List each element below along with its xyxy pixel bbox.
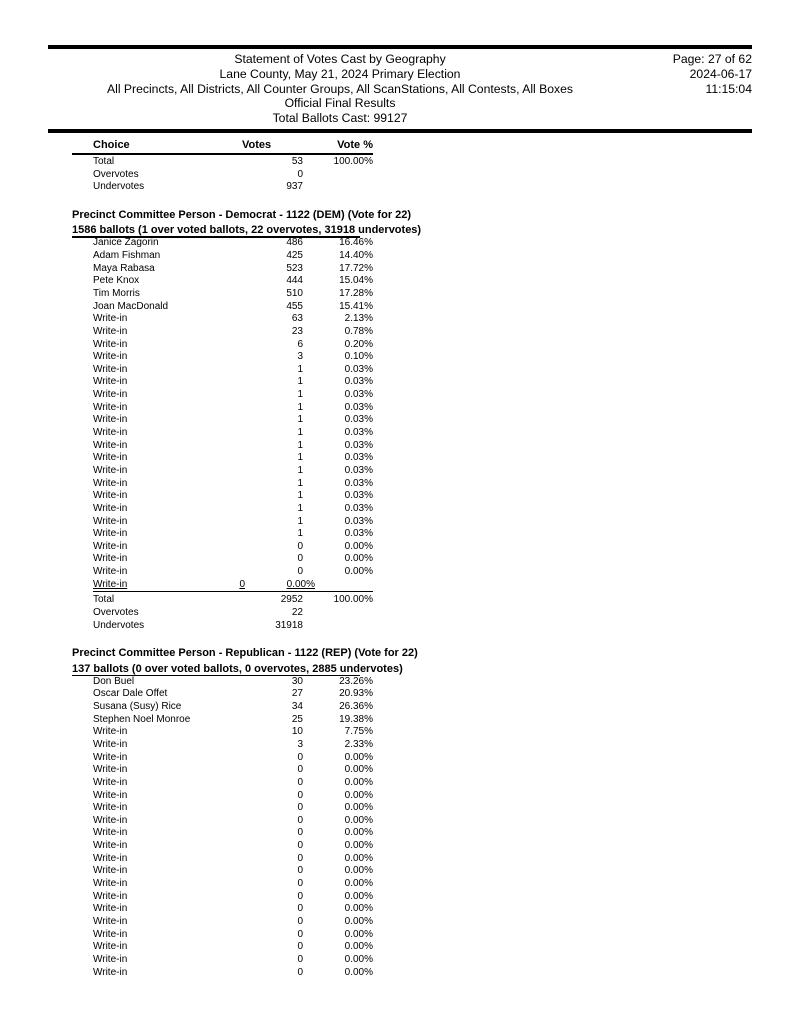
choice-row	[72, 516, 452, 529]
previous-contest-summary	[72, 156, 452, 194]
choice-name: Write-in	[93, 540, 128, 552]
choice-row	[72, 954, 452, 967]
choice-name: Write-in	[93, 376, 128, 388]
vote-percent: 100.00%	[333, 156, 373, 167]
choice-name: Write-in	[93, 464, 128, 476]
choice-name: Don Buel	[93, 675, 135, 687]
choice-name: Overvotes	[93, 607, 139, 618]
vote-count: 0	[297, 827, 303, 839]
choice-name: Oscar Dale Offet	[93, 688, 168, 700]
vote-percent: 16.46%	[339, 237, 373, 249]
choice-name: Write-in	[93, 890, 128, 902]
choice-name: Write-in	[93, 789, 128, 801]
choice-name: Tim Morris	[93, 287, 140, 299]
choice-name: Maya Rabasa	[93, 262, 155, 274]
choice-row	[72, 528, 452, 541]
choice-row	[72, 402, 452, 415]
choice-row	[72, 701, 452, 714]
vote-percent: 0.03%	[344, 502, 373, 514]
choice-name: Write-in	[93, 764, 128, 776]
vote-percent: 0.00%	[344, 865, 373, 877]
choice-name: Write-in	[93, 490, 128, 502]
choice-name: Write-in	[93, 502, 128, 514]
choice-row	[72, 490, 452, 503]
vote-count: 0	[297, 966, 303, 978]
vote-percent: 0.00%	[344, 540, 373, 552]
vote-percent: 0.03%	[344, 477, 373, 489]
vote-count: 523	[286, 262, 303, 274]
report-date: 2024-06-17	[689, 66, 752, 81]
choice-row	[72, 802, 452, 815]
vote-count: 1	[297, 376, 303, 388]
vote-percent: 19.38%	[339, 713, 373, 725]
column-headers	[72, 139, 373, 155]
vote-percent: 0.00%	[344, 890, 373, 902]
vote-percent: 0.00%	[286, 578, 315, 590]
choice-row	[72, 440, 452, 453]
vote-percent: 0.00%	[344, 966, 373, 978]
vote-count: 3	[297, 351, 303, 363]
choice-row	[93, 579, 373, 593]
choice-name: Write-in	[93, 915, 128, 927]
choice-row	[72, 790, 452, 803]
contest-title: Precinct Committee Person - Republican - 1122 (REP) (Vote for 22)	[72, 647, 418, 660]
choice-name: Undervotes	[93, 619, 145, 631]
choice-name: Write-in	[93, 363, 128, 375]
choice-name: Write-in	[93, 878, 128, 890]
vote-percent: 0.03%	[344, 376, 373, 388]
summary-row	[72, 620, 452, 633]
choice-row	[72, 478, 452, 491]
vote-count: 27	[291, 688, 303, 700]
choice-name: Write-in	[93, 827, 128, 839]
choice-name: Write-in	[93, 427, 128, 439]
contest-section	[72, 208, 452, 632]
choice-row	[72, 326, 452, 339]
vote-percent: 0.03%	[344, 515, 373, 527]
vote-percent: 0.00%	[344, 789, 373, 801]
choice-name: Write-in	[93, 928, 128, 940]
vote-count: 0	[297, 852, 303, 864]
vote-count: 0	[297, 953, 303, 965]
vote-count: 425	[286, 250, 303, 262]
vote-percent: 0.03%	[344, 427, 373, 439]
col-choice: Choice	[93, 139, 130, 151]
page-number: Page: 27 of 62	[672, 52, 752, 66]
choice-row	[72, 237, 452, 250]
choice-name: Write-in	[93, 313, 128, 325]
vote-count: 1	[297, 427, 303, 439]
choice-name: Write-in	[93, 325, 128, 337]
vote-percent: 15.41%	[339, 300, 373, 312]
vote-percent: 23.26%	[339, 675, 373, 687]
vote-count: 1	[297, 452, 303, 464]
vote-percent: 0.03%	[344, 414, 373, 426]
vote-percent: 0.03%	[344, 401, 373, 413]
choice-row	[72, 250, 452, 263]
vote-percent: 7.75%	[344, 726, 373, 738]
choice-name: Write-in	[93, 814, 128, 826]
vote-percent: 0.03%	[344, 389, 373, 401]
vote-count: 0	[297, 168, 303, 180]
choice-row	[72, 566, 452, 579]
choice-row	[72, 929, 452, 942]
choice-row	[72, 815, 452, 828]
choice-row	[72, 726, 452, 739]
vote-percent: 0.03%	[344, 452, 373, 464]
choice-name: Write-in	[93, 578, 128, 590]
choice-row	[72, 676, 452, 689]
choice-name: Write-in	[93, 477, 128, 489]
vote-percent: 0.00%	[344, 751, 373, 763]
choice-row	[72, 752, 452, 765]
contest-title: Precinct Committee Person - Democrat - 1122 (DEM) (Vote for 22)	[72, 208, 412, 221]
vote-count: 6	[297, 338, 303, 350]
choice-row	[72, 688, 452, 701]
vote-count: 1	[297, 464, 303, 476]
contest-ballot-summary: 137 ballots (0 over voted ballots, 0 overvotes, 2885 undervotes)	[72, 662, 403, 675]
vote-count: 0	[297, 553, 303, 565]
choice-name: Write-in	[93, 566, 128, 578]
vote-percent: 0.00%	[344, 915, 373, 927]
choice-name: Write-in	[93, 903, 128, 915]
report-header	[48, 52, 632, 126]
vote-percent: 2.13%	[344, 313, 373, 325]
summary-row	[72, 169, 452, 182]
vote-percent: 0.03%	[344, 528, 373, 540]
choice-name: Write-in	[93, 528, 128, 540]
vote-count: 3	[297, 738, 303, 750]
vote-count: 0	[297, 802, 303, 814]
choice-name: Pete Knox	[93, 275, 140, 287]
page-info	[673, 52, 752, 96]
vote-count: 0	[297, 865, 303, 877]
vote-percent: 0.00%	[344, 953, 373, 965]
vote-count: 10	[291, 726, 303, 738]
vote-count: 1	[297, 490, 303, 502]
choice-name: Write-in	[93, 966, 128, 978]
vote-percent: 0.00%	[344, 878, 373, 890]
choice-row	[72, 553, 452, 566]
vote-count: 444	[286, 275, 303, 287]
choice-row	[72, 313, 452, 326]
vote-percent: 0.00%	[344, 776, 373, 788]
col-votes: Votes	[242, 139, 272, 151]
choice-row	[72, 967, 452, 980]
choice-name: Write-in	[93, 351, 128, 363]
choice-row	[72, 777, 452, 790]
vote-count: 1	[297, 502, 303, 514]
choice-row	[72, 878, 452, 891]
header-top-rule	[48, 45, 752, 49]
vote-count: 1	[297, 477, 303, 489]
vote-count: 455	[286, 300, 303, 312]
vote-count: 63	[291, 313, 303, 325]
choice-name: Write-in	[93, 515, 128, 527]
summary-row	[72, 607, 452, 620]
choice-row	[72, 541, 452, 554]
vote-count: 53	[291, 156, 303, 167]
choice-name: Janice Zagorin	[93, 237, 159, 249]
vote-percent: 0.20%	[344, 338, 373, 350]
vote-percent: 14.40%	[339, 250, 373, 262]
choice-row	[72, 941, 452, 954]
choice-row	[72, 414, 452, 427]
contest-ballot-summary: 1586 ballots (1 over voted ballots, 22 overvotes, 31918 undervotes)	[72, 224, 422, 237]
choice-row	[72, 916, 452, 929]
vote-count: 510	[286, 287, 303, 299]
choice-name: Write-in	[93, 953, 128, 965]
choice-row	[72, 288, 452, 301]
vote-count: 0	[297, 566, 303, 578]
vote-percent: 0.10%	[344, 351, 373, 363]
vote-percent: 0.00%	[344, 928, 373, 940]
vote-percent: 0.00%	[344, 566, 373, 578]
contests	[72, 208, 452, 979]
choice-row	[72, 853, 452, 866]
choice-name: Undervotes	[93, 181, 145, 193]
vote-percent: 0.00%	[344, 827, 373, 839]
choice-name: Stephen Noel Monroe	[93, 713, 191, 725]
vote-count: 1	[297, 528, 303, 540]
vote-percent: 0.00%	[344, 802, 373, 814]
col-pct: Vote %	[337, 139, 373, 151]
summary-row	[72, 594, 452, 607]
choice-name: Write-in	[93, 941, 128, 953]
choice-name: Write-in	[93, 852, 128, 864]
report-title: Statement of Votes Cast by Geography	[234, 52, 446, 66]
election-name: Lane County, May 21, 2024 Primary Election	[219, 66, 461, 81]
vote-count: 1	[297, 414, 303, 426]
choice-row	[72, 376, 452, 389]
choice-row	[72, 764, 452, 777]
choice-name: Write-in	[93, 738, 128, 750]
choice-row	[72, 865, 452, 878]
results-body	[72, 139, 452, 979]
choice-name: Write-in	[93, 802, 128, 814]
vote-percent: 17.72%	[339, 262, 373, 274]
vote-percent: 0.00%	[344, 814, 373, 826]
vote-percent: 0.00%	[344, 903, 373, 915]
choice-name: Write-in	[93, 865, 128, 877]
choice-name: Write-in	[93, 414, 128, 426]
vote-count: 1	[297, 363, 303, 375]
choice-name: Write-in	[93, 439, 128, 451]
contest-section	[72, 646, 452, 979]
vote-count: 0	[297, 751, 303, 763]
choice-name: Write-in	[93, 751, 128, 763]
choice-row	[72, 903, 452, 916]
vote-count: 0	[297, 764, 303, 776]
vote-count: 486	[286, 237, 303, 249]
vote-count: 0	[297, 903, 303, 915]
vote-percent: 0.00%	[344, 764, 373, 776]
vote-count: 0	[297, 890, 303, 902]
choice-row	[72, 301, 452, 314]
choice-name: Overvotes	[93, 168, 139, 180]
vote-count: 0	[297, 776, 303, 788]
vote-count: 1	[297, 439, 303, 451]
choice-row	[72, 891, 452, 904]
choice-name: Adam Fishman	[93, 250, 161, 262]
vote-percent: 0.00%	[344, 852, 373, 864]
choice-row	[72, 339, 452, 352]
vote-count: 0	[297, 540, 303, 552]
choice-row	[72, 827, 452, 840]
choice-row	[72, 389, 452, 402]
vote-percent: 0.03%	[344, 363, 373, 375]
vote-percent: 0.03%	[344, 439, 373, 451]
vote-count: 0	[297, 840, 303, 852]
summary-row	[72, 181, 452, 194]
vote-count: 1	[297, 401, 303, 413]
choice-name: Total	[93, 594, 115, 606]
choice-row	[72, 465, 452, 478]
vote-count: 0	[297, 928, 303, 940]
choice-row	[72, 503, 452, 516]
choice-name: Total	[93, 156, 115, 167]
vote-percent: 0.00%	[344, 941, 373, 953]
vote-percent: 15.04%	[339, 275, 373, 287]
vote-percent: 17.28%	[339, 287, 373, 299]
choice-row	[72, 452, 452, 465]
vote-percent: 26.36%	[339, 701, 373, 713]
choice-row	[72, 714, 452, 727]
vote-count: 0	[297, 878, 303, 890]
summary-row	[72, 156, 452, 169]
vote-count: 0	[239, 578, 245, 590]
vote-percent: 0.00%	[344, 840, 373, 852]
choice-name: Write-in	[93, 553, 128, 565]
vote-percent: 20.93%	[339, 688, 373, 700]
vote-count: 2952	[280, 594, 303, 606]
choice-name: Write-in	[93, 776, 128, 788]
vote-percent: 0.03%	[344, 464, 373, 476]
choice-name: Write-in	[93, 389, 128, 401]
vote-percent: 100.00%	[333, 594, 373, 606]
vote-count: 23	[291, 325, 303, 337]
vote-percent: 0.03%	[344, 490, 373, 502]
choice-name: Write-in	[93, 840, 128, 852]
choice-name: Susana (Susy) Rice	[93, 701, 182, 713]
vote-count: 1	[297, 515, 303, 527]
choice-name: Joan MacDonald	[93, 300, 169, 312]
choice-row	[72, 364, 452, 377]
choice-name: Write-in	[93, 726, 128, 738]
vote-count: 0	[297, 915, 303, 927]
vote-count: 937	[286, 181, 303, 193]
vote-count: 25	[291, 713, 303, 725]
choice-name: Write-in	[93, 452, 128, 464]
choice-row	[72, 275, 452, 288]
vote-count: 0	[297, 941, 303, 953]
choice-row	[72, 427, 452, 440]
vote-percent: 0.00%	[344, 553, 373, 565]
vote-count: 34	[291, 701, 303, 713]
report-scope: All Precincts, All Districts, All Counter Groups, All ScanStations, All Contests, All Boxes	[106, 81, 574, 96]
vote-percent: 2.33%	[344, 738, 373, 750]
vote-count: 0	[297, 814, 303, 826]
total-ballots-cast: Total Ballots Cast: 99127	[272, 111, 408, 126]
vote-percent: 0.78%	[344, 325, 373, 337]
choice-row	[72, 739, 452, 752]
report-time: 11:15:04	[705, 81, 752, 96]
choice-name: Write-in	[93, 338, 128, 350]
results-status: Official Final Results	[284, 96, 396, 111]
choice-row	[72, 840, 452, 853]
vote-count: 22	[291, 607, 303, 618]
vote-count: 1	[297, 389, 303, 401]
choice-name: Write-in	[93, 401, 128, 413]
vote-count: 31918	[275, 619, 303, 631]
header-bottom-rule	[48, 129, 752, 133]
choice-row	[72, 351, 452, 364]
choice-row	[72, 263, 452, 276]
vote-count: 30	[291, 675, 303, 687]
vote-count: 0	[297, 789, 303, 801]
